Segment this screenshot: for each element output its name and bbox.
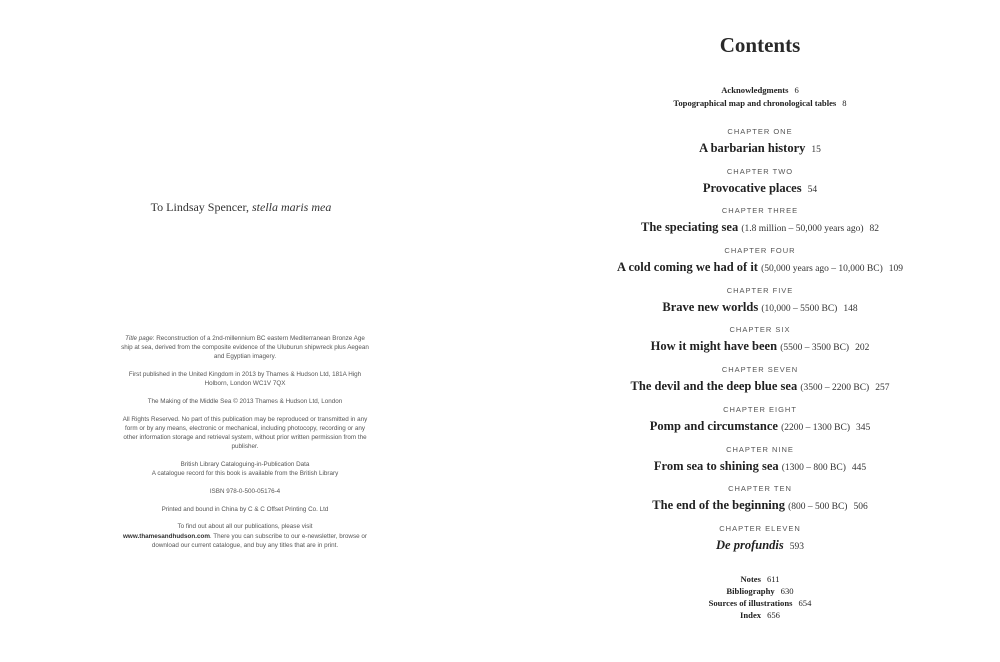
- chapter-dates: (1300 – 800 BC): [781, 462, 846, 473]
- back-matter-page: 611: [766, 574, 780, 584]
- chapter-page: 148: [843, 303, 858, 314]
- chapter-dates: (5500 – 3500 BC): [780, 343, 850, 354]
- chapter-page: 15: [811, 145, 821, 155]
- contents-page: [500, 0, 1000, 662]
- front-matter-entry: [500, 84, 1000, 97]
- chapter-entry: [500, 324, 1000, 364]
- back-matter-title: Index: [740, 610, 762, 620]
- chapter-dates: (1.8 million – 50,000 years ago): [741, 224, 864, 235]
- back-matter-entry: [500, 585, 1000, 597]
- front-matter-page: 8: [842, 98, 847, 108]
- chapter-label: CHAPTER ONE: [727, 127, 793, 136]
- chapter-dates: (2200 – 1300 BC): [781, 422, 850, 433]
- chapter-entry: [500, 444, 1000, 484]
- chapter-label: CHAPTER SIX: [729, 325, 791, 335]
- back-matter-entry: [500, 609, 1000, 621]
- rights-statement: All Rights Reserved. No part of this publication may be reproduced or transmitted in any form or by any means, electronic or mechanical, including photocopy, recording or any other information storage and retrieval system, without prior written permission from the publisher.: [122, 415, 368, 451]
- chapter-title: Brave new worlds: [662, 299, 759, 314]
- back-matter-title: Sources of illustrations: [708, 598, 793, 608]
- printed-line: Printed and bound in China by C & C Offset Printing Co. Ltd: [161, 505, 329, 513]
- chapter-title: From sea to shining sea: [653, 458, 779, 473]
- chapter-dates: (50,000 years ago – 10,000 BC): [761, 264, 883, 275]
- front-matter-title: Topographical map and chronological tables: [673, 98, 837, 108]
- back-matter-entry: [500, 597, 1000, 609]
- chapter-label: CHAPTER ELEVEN: [719, 523, 801, 533]
- back-matter-title: Bibliography: [726, 586, 775, 596]
- cip-line-2: A catalogue record for this book is available from the British Library: [151, 470, 339, 478]
- chapter-page: 54: [807, 184, 818, 195]
- chapter-title: The end of the beginning: [652, 498, 785, 513]
- back-matter-title: Notes: [740, 574, 761, 584]
- chapter-label: CHAPTER FOUR: [724, 246, 796, 256]
- chapter-label: CHAPTER THREE: [721, 206, 799, 216]
- front-matter-page: 6: [794, 85, 799, 95]
- chapter-title: The speciating sea: [640, 220, 739, 235]
- chapter-list: [500, 126, 1000, 563]
- front-matter-list: [500, 84, 1000, 110]
- chapter-title: A cold coming we had of it: [617, 260, 758, 275]
- chapter-page: 202: [855, 343, 870, 354]
- chapter-title: A barbarian history: [699, 141, 806, 155]
- isbn: ISBN 978-0-500-05176-4: [209, 487, 281, 495]
- chapter-entry: [500, 364, 1000, 404]
- title-page-caption: [120, 334, 370, 362]
- chapter-page: 82: [869, 224, 880, 235]
- chapter-entry: [500, 205, 1000, 245]
- chapter-entry: [500, 523, 1000, 563]
- chapter-entry: [500, 483, 1000, 523]
- chapter-label: CHAPTER TEN: [728, 484, 792, 494]
- dedication-text: To Lindsay Spencer,: [150, 200, 249, 214]
- chapter-title: Provocative places: [702, 180, 802, 195]
- publisher-website: www.thamesandhudson.com: [123, 532, 210, 540]
- find-out-suffix: . There you can subscribe to our e-newsletter, browse or download our current catalogue, and buy any titles that are in print.: [151, 532, 367, 549]
- title-page-caption-text: : Reconstruction of a 2nd-millennium BC eastern Mediterranean Bronze Age ship at sea, derived from the composite evidence of the Uluburun shipwreck plus Aegean and Egyptian imagery.: [121, 335, 369, 361]
- chapter-entry: [500, 285, 1000, 325]
- chapter-page: 109: [888, 264, 903, 275]
- back-matter-page: 654: [798, 598, 812, 608]
- back-matter-page: 656: [767, 610, 780, 620]
- chapter-label: CHAPTER NINE: [726, 444, 794, 454]
- cip-line-1: British Library Cataloguing-in-Publication Data: [180, 461, 310, 469]
- chapter-page: 593: [789, 541, 804, 552]
- chapter-page: 445: [851, 462, 867, 473]
- chapter-page: 257: [875, 383, 890, 394]
- chapter-entry: [500, 166, 1000, 206]
- chapter-page: 345: [856, 422, 871, 433]
- chapter-page: 506: [853, 502, 868, 513]
- title-page-label: Title page: [125, 335, 153, 342]
- chapter-entry: [500, 404, 1000, 444]
- chapter-label: CHAPTER SEVEN: [721, 365, 799, 375]
- chapter-dates: (3500 – 2200 BC): [800, 383, 870, 394]
- chapter-title: How it might have been: [650, 339, 778, 354]
- back-matter-list: [500, 573, 1000, 621]
- chapter-entry: [500, 245, 1000, 285]
- find-out-more: [120, 522, 370, 550]
- chapter-label: CHAPTER EIGHT: [723, 404, 797, 414]
- dedication-italic: stella maris mea: [251, 200, 332, 214]
- chapter-title: De profundis: [716, 537, 784, 552]
- chapter-dates: (800 – 500 BC): [788, 502, 848, 513]
- chapter-title: Pomp and circumstance: [649, 418, 778, 433]
- imprint-block: [120, 334, 370, 558]
- dedication: [0, 200, 482, 215]
- chapter-label: CHAPTER FIVE: [726, 285, 794, 295]
- back-matter-page: 630: [780, 586, 794, 596]
- chapter-entry: [500, 126, 1000, 166]
- front-matter-title: Acknowledgments: [721, 85, 789, 95]
- copyright-line: The Making of the Middle Sea © 2013 Thames & Hudson Ltd, London: [147, 398, 343, 406]
- contents-title: Contents: [719, 33, 801, 57]
- back-matter-entry: [500, 573, 1000, 585]
- first-published: First published in the United Kingdom in 2013 by Thames & Hudson Ltd, 181A High Holborn, London WC1V 7QX: [128, 371, 362, 388]
- cip-data: [120, 460, 370, 478]
- chapter-dates: (10,000 – 5500 BC): [761, 303, 838, 314]
- find-out-prefix: To find out about all our publications, please visit: [177, 523, 313, 531]
- chapter-label: CHAPTER TWO: [726, 166, 794, 176]
- chapter-title: The devil and the deep blue sea: [630, 379, 798, 394]
- front-matter-entry: [500, 97, 1000, 110]
